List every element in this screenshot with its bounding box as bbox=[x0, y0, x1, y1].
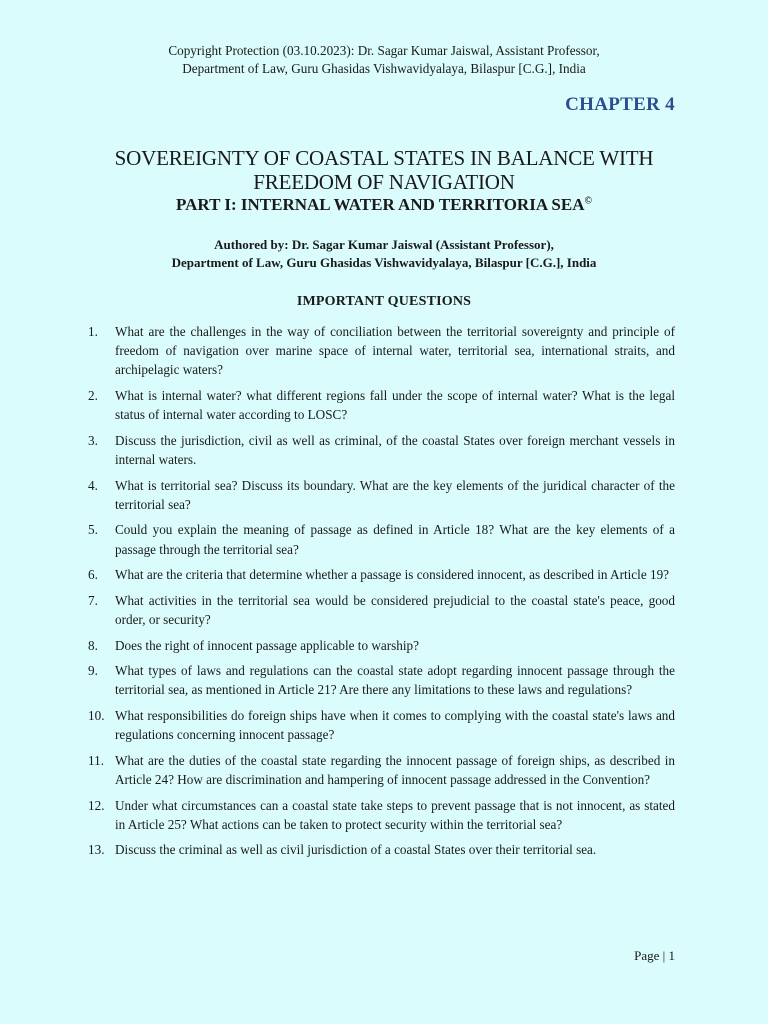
question-text: Could you explain the meaning of passage as defined in Article 18? What are the key elements of a passage through the territorial sea? bbox=[115, 522, 675, 557]
copyright-line-1: Copyright Protection (03.10.2023): Dr. Sagar Kumar Jaiswal, Assistant Professor, bbox=[168, 43, 600, 58]
question-number: 11. bbox=[88, 752, 104, 768]
question-number: 12. bbox=[88, 797, 105, 813]
question-text: Under what circumstances can a coastal state take steps to prevent passage that is not innocent, as stated in Article 25? What actions can be taken to protect security within the territorial sea? bbox=[115, 797, 675, 832]
question-number: 9. bbox=[88, 663, 98, 679]
question-item bbox=[88, 476, 675, 514]
question-text: Discuss the jurisdiction, civil as well as criminal, of the coastal States over foreign merchant vessels in internal waters. bbox=[115, 432, 675, 467]
question-item bbox=[88, 322, 675, 380]
chapter-label: CHAPTER 4 bbox=[565, 94, 675, 115]
question-text: What activities in the territorial sea would be considered prejudicial to the coastal state's peace, good order, or security? bbox=[115, 592, 675, 627]
copyright-mark: © bbox=[584, 195, 592, 207]
questions-heading: IMPORTANT QUESTIONS bbox=[296, 294, 472, 309]
question-item bbox=[88, 796, 675, 834]
copyright-notice bbox=[0, 42, 768, 77]
question-text: Discuss the criminal as well as civil jurisdiction of a coastal States over their territorial sea. bbox=[115, 842, 597, 858]
question-number: 1. bbox=[88, 324, 98, 339]
question-number: 13. bbox=[88, 842, 105, 858]
question-item bbox=[88, 431, 675, 469]
question-number: 3. bbox=[88, 432, 98, 448]
question-item bbox=[88, 751, 675, 789]
question-number: 8. bbox=[88, 637, 98, 653]
part-heading-text: PART I: INTERNAL WATER AND TERRITORIA SEA bbox=[176, 195, 585, 214]
question-item bbox=[88, 386, 675, 424]
question-text: What responsibilities do foreign ships have when it comes to complying with the coastal state's laws and regulations concerning innocent passage? bbox=[115, 707, 675, 743]
part-heading bbox=[0, 195, 768, 215]
question-number: 5. bbox=[88, 522, 98, 538]
question-item bbox=[88, 591, 675, 629]
title-line-1: SOVEREIGNTY OF COASTAL STATES IN BALANCE WITH bbox=[114, 146, 654, 170]
question-item bbox=[88, 565, 675, 584]
question-text: Does the right of innocent passage applicable to warship? bbox=[115, 637, 419, 653]
author-line-2: Department of Law, Guru Ghasidas Vishwavidyalaya, Bilaspur [C.G.], India bbox=[171, 254, 597, 270]
question-text: What is territorial sea? Discuss its boundary. What are the key elements of the juridical character of the territorial sea? bbox=[115, 477, 675, 512]
page-number: Page | 1 bbox=[634, 948, 675, 963]
question-item bbox=[88, 661, 675, 699]
question-text: What is internal water? what different regions fall under the scope of internal water? What is the legal status of internal water according to LOSC? bbox=[115, 388, 675, 423]
question-number: 2. bbox=[88, 388, 98, 403]
question-text: What are the duties of the coastal state regarding the innocent passage of foreign ships, as described in Article 24? How are discrimination and hampering of innocent passage addressed in the Convention? bbox=[115, 752, 675, 787]
question-number: 4. bbox=[88, 477, 98, 493]
questions-list bbox=[88, 322, 675, 866]
author-block bbox=[0, 236, 768, 271]
question-text: What are the criteria that determine whether a passage is considered innocent, as described in Article 19? bbox=[115, 567, 670, 583]
question-number: 10. bbox=[88, 707, 105, 723]
question-number: 7. bbox=[88, 592, 98, 608]
question-text: What are the challenges in the way of conciliation between the territorial sovereignty and principle of freedom of navigation over marine space of internal water, territorial sea, international straits, and archipelagic waters? bbox=[115, 324, 675, 378]
question-item bbox=[88, 840, 675, 859]
copyright-line-2: Department of Law, Guru Ghasidas Vishwavidyalaya, Bilaspur [C.G.], India bbox=[182, 60, 586, 76]
document-title bbox=[0, 146, 768, 194]
question-text: What types of laws and regulations can the coastal state adopt regarding innocent passage through the territorial sea, as mentioned in Article 21? Are there any limitations to these laws and regulations? bbox=[115, 663, 675, 698]
question-item bbox=[88, 520, 675, 558]
title-line-2: FREEDOM OF NAVIGATION bbox=[253, 170, 515, 194]
author-line-1: Authored by: Dr. Sagar Kumar Jaiswal (Assistant Professor), bbox=[214, 237, 554, 252]
question-item bbox=[88, 636, 675, 655]
question-item bbox=[88, 706, 675, 744]
question-number: 6. bbox=[88, 567, 98, 583]
